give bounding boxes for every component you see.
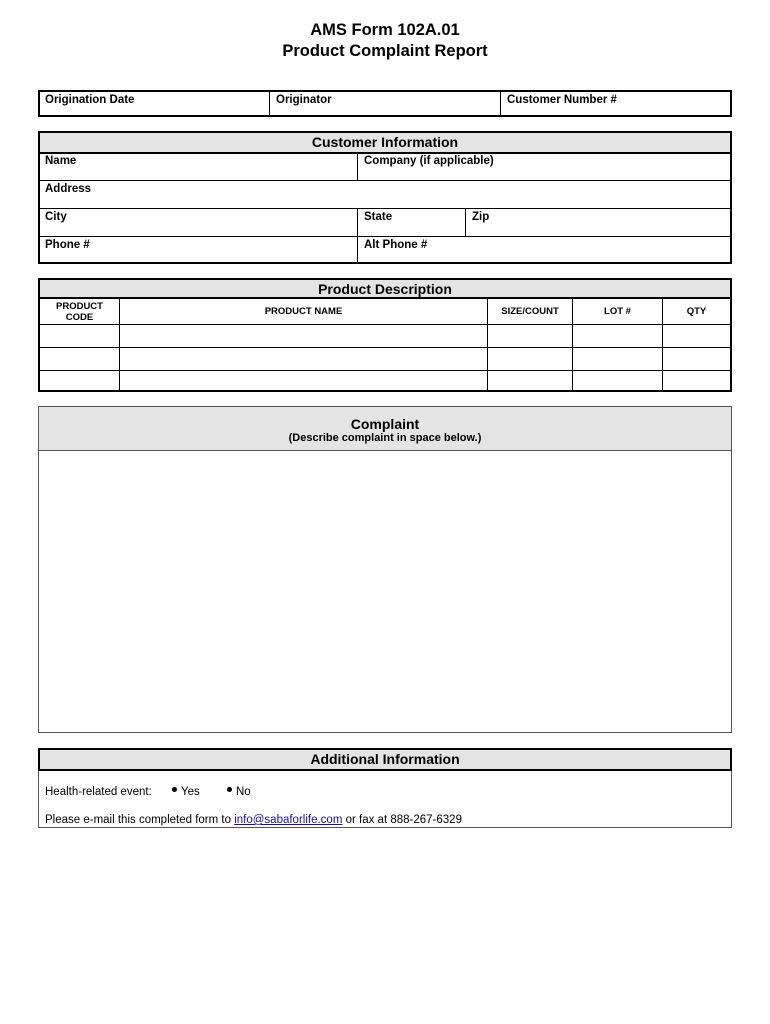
product-description-section: [38, 278, 732, 392]
customer-number-label: Customer Number #: [507, 94, 617, 106]
no-option-label: No: [236, 786, 251, 798]
contact-line: [45, 814, 462, 826]
form-header: [0, 20, 770, 62]
column-header-size-count: SIZE/COUNT: [501, 306, 559, 317]
phone-label: Phone #: [45, 239, 90, 251]
address-label: Address: [45, 183, 92, 195]
column-header-product-name: PRODUCT NAME: [264, 306, 343, 317]
yes-radio-icon[interactable]: [172, 787, 177, 792]
product-name-cell[interactable]: [120, 371, 487, 391]
additional-information-section: [38, 748, 732, 828]
size-count-cell[interactable]: [488, 371, 572, 391]
complaint-text-area[interactable]: [39, 451, 731, 732]
divider: [269, 92, 270, 115]
size-count-cell[interactable]: [488, 325, 572, 347]
company-label: Company (if applicable): [364, 155, 494, 167]
divider: [40, 236, 730, 237]
name-field[interactable]: [40, 169, 356, 179]
divider: [40, 208, 730, 209]
health-event-label: Health-related event:: [45, 786, 152, 798]
form-id: AMS Form 102A.01: [310, 21, 460, 39]
zip-label: Zip: [472, 211, 490, 223]
city-field[interactable]: [40, 225, 356, 235]
alt-phone-label: Alt Phone #: [364, 239, 428, 251]
state-label: State: [364, 211, 393, 223]
lot-cell[interactable]: [573, 348, 662, 370]
size-count-cell[interactable]: [488, 348, 572, 370]
product-description-heading: Product Description: [40, 280, 730, 299]
originator-field[interactable]: [272, 108, 496, 115]
additional-information-heading: Additional Information: [38, 748, 732, 771]
city-label: City: [45, 211, 67, 223]
contact-suffix: or fax at 888-267-6329: [342, 814, 462, 826]
product-table: [40, 299, 730, 390]
yes-option[interactable]: [172, 786, 200, 798]
origination-date-label: Origination Date: [45, 94, 135, 106]
column-header-product-code: PRODUCT CODE: [56, 300, 103, 323]
qty-cell[interactable]: [663, 325, 730, 347]
divider: [500, 92, 501, 115]
company-field[interactable]: [358, 169, 728, 179]
phone-field[interactable]: [40, 253, 356, 263]
zip-field[interactable]: [466, 225, 728, 235]
column-header-lot: LOT #: [604, 306, 631, 317]
complaint-subheading: (Describe complaint in space below.): [288, 432, 482, 444]
column-header-qty: QTY: [686, 306, 707, 317]
top-row: [38, 90, 732, 117]
state-field[interactable]: [358, 225, 464, 235]
lot-cell[interactable]: [573, 371, 662, 391]
alt-phone-field[interactable]: [358, 253, 728, 263]
qty-cell[interactable]: [663, 348, 730, 370]
no-radio-icon[interactable]: [227, 787, 232, 792]
customer-number-field[interactable]: [503, 108, 727, 115]
name-label: Name: [45, 155, 77, 167]
no-option[interactable]: [227, 786, 251, 798]
yes-option-label: Yes: [181, 786, 200, 798]
divider: [40, 180, 730, 181]
complaint-heading: Complaint: [350, 416, 420, 432]
form-title: Product Complaint Report: [282, 42, 488, 60]
email-link[interactable]: info@sabaforlife.com: [234, 814, 343, 826]
product-name-cell[interactable]: [120, 348, 487, 370]
complaint-section: [38, 406, 732, 733]
qty-cell[interactable]: [663, 371, 730, 391]
product-code-cell[interactable]: [40, 325, 119, 347]
complaint-header: [39, 407, 731, 451]
contact-prefix: Please e-mail this completed form to: [45, 814, 235, 826]
address-field[interactable]: [40, 197, 730, 207]
lot-cell[interactable]: [573, 325, 662, 347]
product-code-cell[interactable]: [40, 348, 119, 370]
customer-information-heading: Customer Information: [40, 133, 730, 154]
product-code-cell[interactable]: [40, 371, 119, 391]
origination-date-field[interactable]: [42, 108, 266, 115]
customer-information-section: [38, 131, 732, 264]
originator-label: Originator: [276, 94, 332, 106]
product-name-cell[interactable]: [120, 325, 487, 347]
